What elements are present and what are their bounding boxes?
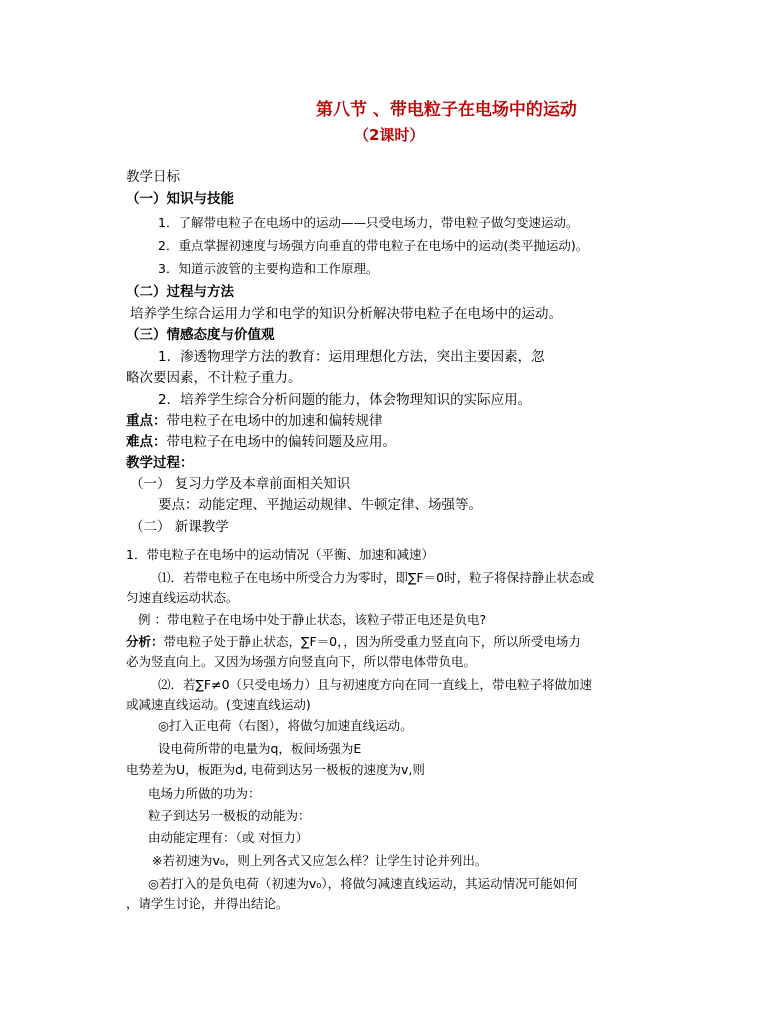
difficult-point [126,432,396,452]
key-text: 带电粒子在电场中的加速和偏转规律 [166,413,383,429]
s1-item-2: 2．重点掌握初速度与场强方向垂直的带电粒子在电场中的运动(类平抛运动)。 [158,238,589,253]
negative-charge-1: ◎若打入的是负电荷（初速为v₀），将做匀减速直线运动，其运动情况可能如何 [148,876,578,891]
key-point [126,411,383,431]
work-line: 电场力所做的功为： [148,786,261,801]
positive-charge: ◎打入正电荷（右图），将做匀加速直线运动。 [158,718,413,733]
doc-subtitle: （2课时） [354,126,425,144]
setup-line-2: 电势差为U，板距为d, 电荷到达另一极板的速度为v,则 [126,762,425,777]
section-2-heading: （二）过程与方法 [126,284,234,300]
s3-item-1b: 略次要因素，不计粒子重力。 [126,370,302,386]
doc-title: 第八节 、带电粒子在电场中的运动 [316,100,577,120]
setup-line-1: 设电荷所带的电量为q，板间场强为E [158,741,362,756]
case-1-1b: 匀速直线运动状态。 [126,590,239,605]
analysis-line-1 [126,632,581,652]
case-1-heading: 1．带电粒子在电场中的运动情况（平衡、加速和减速） [126,547,434,562]
section-1-heading: （一）知识与技能 [126,191,234,207]
s3-item-1a: 1．渗透物理学方法的教育：运用理想化方法，突出主要因素，忽 [158,349,545,365]
process-part-1: （一） 复习力学及本章前面相关知识 [130,476,351,492]
example: 例 ：带电粒子在电场中处于静止状态，该粒子带正电还是负电? [138,612,487,627]
analysis-label: 分析： [126,634,164,649]
key-label: 重点： [126,413,167,429]
diff-text: 带电粒子在电场中的偏转问题及应用。 [166,434,396,450]
process-heading: 教学过程： [126,455,194,471]
theorem-line: 由动能定理有：（或 对恒力） [148,830,309,845]
section-3-heading: （三）情感态度与价值观 [126,327,275,343]
kinetic-energy-line: 粒子到达另一极板的动能为： [148,808,311,823]
s1-item-1: 1．了解带电粒子在电场中的运动——只受电场力，带电粒子做匀变速运动。 [158,215,579,230]
negative-charge-2: ，请学生讨论，并得出结论。 [126,896,289,911]
case-1-2b: 或减速直线运动。(变速直线运动) [126,697,311,712]
diff-label: 难点： [126,434,167,450]
process-part-2: （二） 新课教学 [130,519,229,535]
analysis-text-1: 带电粒子处于静止状态，∑F＝0，，因为所受重力竖直向下，所以所受电场力 [163,634,581,649]
note-line: ※若初速为v₀，则上列各式又应怎么样？让学生讨论并列出。 [152,853,488,868]
case-1-1a: ⑴．若带电粒子在电场中所受合力为零时，即∑F＝0时，粒子将保持静止状态或 [158,570,595,585]
analysis-line-2: 必为竖直向上。又因为场强方向竖直向下，所以带电体带负电。 [126,654,477,669]
goals-heading: 教学日标 [126,169,180,185]
s1-item-3: 3．知道示波管的主要构造和工作原理。 [158,261,379,276]
s3-item-2: 2．培养学生综合分析问题的能力，体会物理知识的实际应用。 [158,392,532,408]
case-1-2a: ⑵．若∑F≠0（只受电场力）且与初速度方向在同一直线上，带电粒子将做加速 [158,677,593,692]
process-key-points: 要点：动能定理、平抛运动规律、牛顿定律、场强等。 [158,497,482,513]
s2-text: 培养学生综合运用力学和电学的知识分析解决带电粒子在电场中的运动。 [130,306,562,322]
